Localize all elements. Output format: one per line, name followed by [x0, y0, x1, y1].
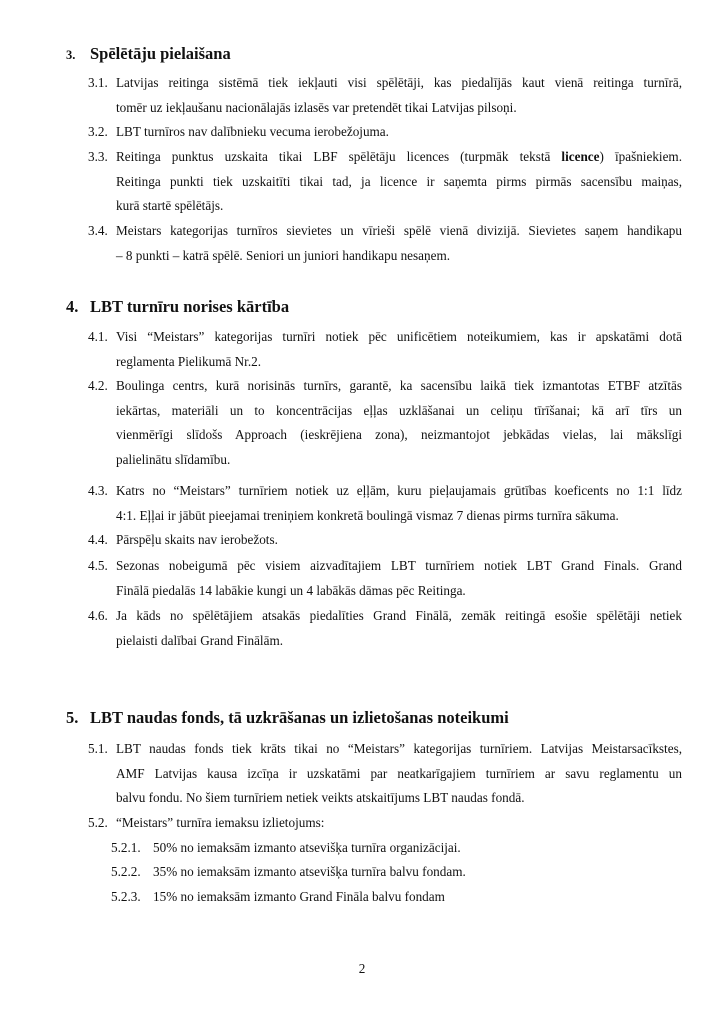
sub-item-text: 15% no iemaksām izmanto Grand Fināla balvu fondam — [153, 889, 445, 904]
item-number: 5.2. — [88, 815, 108, 830]
list-item — [88, 219, 682, 268]
list-item — [88, 528, 682, 553]
item-text-line: reglamenta Pielikumā Nr.2. — [116, 353, 262, 369]
item-number: 4.5. — [88, 558, 108, 573]
item-text-line: Reitinga punkti tiek uzskaitīti tikai tad, ja licence ir saņemta pirms pirmās sacensību maiņas, — [116, 173, 682, 189]
item-text-line: Finālā piedalās 14 labākie kungi un 4 labākās dāmas pēc Reitinga. — [116, 582, 466, 598]
section-number: 5. — [66, 708, 79, 727]
item-text-line: Boulinga centrs, kurā norisinās turnīrs, garantē, ka sacensību laikā tiek izmantotas ETBF atzītās — [116, 378, 682, 393]
section-number: 3. — [66, 48, 76, 62]
item-text-line: Sezonas nobeigumā pēc visiem aizvadītajiem LBT turnīriem notiek LBT Grand Finals. Grand — [116, 558, 682, 573]
sub-item-number: 5.2.1. — [111, 840, 141, 855]
section-title: LBT turnīru norises kārtība — [90, 297, 290, 316]
item-text-line: balvu fondu. No šiem turnīriem netiek veikts atskaitījums LBT naudas fondā. — [116, 790, 525, 805]
sub-item-text: 35% no iemaksām izmanto atsevišķa turnīra balvu fondam. — [153, 864, 466, 879]
item-text-line: Katrs no “Meistars” turnīriem notiek uz eļļām, kuru pieļaujamais grūtības koeficents no 1:1 līdz — [116, 483, 682, 498]
item-text-line: palielinātu slīdamību. — [116, 451, 231, 467]
list-item — [88, 737, 682, 811]
item-number: 3.4. — [88, 223, 108, 238]
item-text-line: tomēr uz iekļaušanu nacionālajās izlasēs var pretendēt tikai Latvijas pilsoņi. — [116, 99, 517, 115]
section-number: 4. — [66, 297, 79, 316]
item-text-line: kurā startē spēlētājs. — [116, 198, 224, 213]
list-item — [88, 120, 682, 145]
item-text-line: AMF Latvijas kausa izcīņa ir uzskatāmi par neatkarīgajiem turnīriem ar savu reglamentu un — [116, 765, 682, 781]
item-text-line: Pārspēļu skaits nav ierobežots. — [116, 532, 278, 547]
list-item — [88, 811, 682, 836]
list-item — [88, 71, 682, 120]
item-number: 3.3. — [88, 149, 108, 164]
list-item — [88, 374, 682, 472]
section-title: Spēlētāju pielaišana — [90, 44, 231, 63]
item-text-line: LBT naudas fonds tiek krāts tikai no “Meistars” kategorijas turnīriem. Latvijas Meistarsacīkstes, — [116, 741, 682, 756]
sub-item-number: 5.2.3. — [111, 889, 141, 904]
item-text-line: – 8 punkti – katrā spēlē. Seniori un juniori handikapu nesaņem. — [116, 247, 451, 263]
item-text-line: Meistars kategorijas turnīros sievietes un vīrieši spēlē vienā divizijā. Sievietes saņem handikapu — [116, 223, 682, 238]
item-text-line: Visi “Meistars” kategorijas turnīri notiek pēc unificētiem noteikumiem, kas ir apskatāmi dotā — [116, 329, 682, 344]
section-heading — [66, 297, 289, 317]
sub-item-number: 5.2.2. — [111, 864, 141, 879]
item-number: 4.3. — [88, 483, 108, 498]
section-title: LBT naudas fonds, tā uzkrāšanas un izlietošanas noteikumi — [90, 708, 509, 727]
item-text-line: vienmērīgi slīdošs Approach (ieskrējiena zona), neizmantojot jebkādas vielas, lai mākslīgi — [116, 427, 682, 442]
item-text-line: pielaisti dalībai Grand Finālām. — [116, 632, 284, 648]
sub-list-item — [111, 836, 682, 861]
item-text-line: “Meistars” turnīra iemaksu izlietojums: — [116, 815, 325, 830]
emphasized-term: licence — [561, 149, 600, 164]
sub-list-item — [111, 885, 682, 910]
item-text-line: 4:1. Eļļai ir jābūt pieejamai treniņiem konkretā boulingā vismaz 7 dienas pirms turnīra sākuma. — [116, 507, 619, 523]
list-item — [88, 479, 682, 528]
item-text-line: Ja kāds no spēlētājiem atsakās piedalīties Grand Finālā, zemāk reitingā esošie spēlētāji netiek — [116, 608, 682, 623]
list-item — [88, 604, 682, 653]
item-number: 4.2. — [88, 378, 108, 393]
item-number: 4.6. — [88, 608, 108, 623]
item-text-line: Latvijas reitinga sistēmā tiek iekļauti visi spēlētāji, kas piedalījās kaut vienā reitinga turnīrā, — [116, 75, 682, 90]
item-text-line: LBT turnīros nav dalībnieku vecuma ierobežojuma. — [116, 124, 389, 139]
item-number: 4.4. — [88, 532, 108, 547]
section-heading — [66, 708, 509, 728]
sub-item-text: 50% no iemaksām izmanto atsevišķa turnīra organizācijai. — [153, 840, 461, 855]
item-text-line: iekārtas, materiāli un to koncentrācijas eļļas uzklāšanai un celiņu tīrīšanai; kā arī tīrs un — [116, 402, 682, 418]
item-number: 3.2. — [88, 124, 108, 139]
list-item — [88, 145, 682, 219]
item-number: 4.1. — [88, 329, 108, 344]
list-item — [88, 554, 682, 603]
item-text-line: Reitinga punktus uzskaita tikai LBF spēlētāju licences (turpmāk tekstā licence) īpašniekiem. — [116, 149, 682, 164]
sub-list-item — [111, 860, 682, 885]
section-heading — [66, 44, 231, 65]
page-number: 2 — [358, 961, 366, 976]
item-number: 5.1. — [88, 741, 108, 756]
item-number: 3.1. — [88, 75, 108, 90]
list-item — [88, 325, 682, 374]
